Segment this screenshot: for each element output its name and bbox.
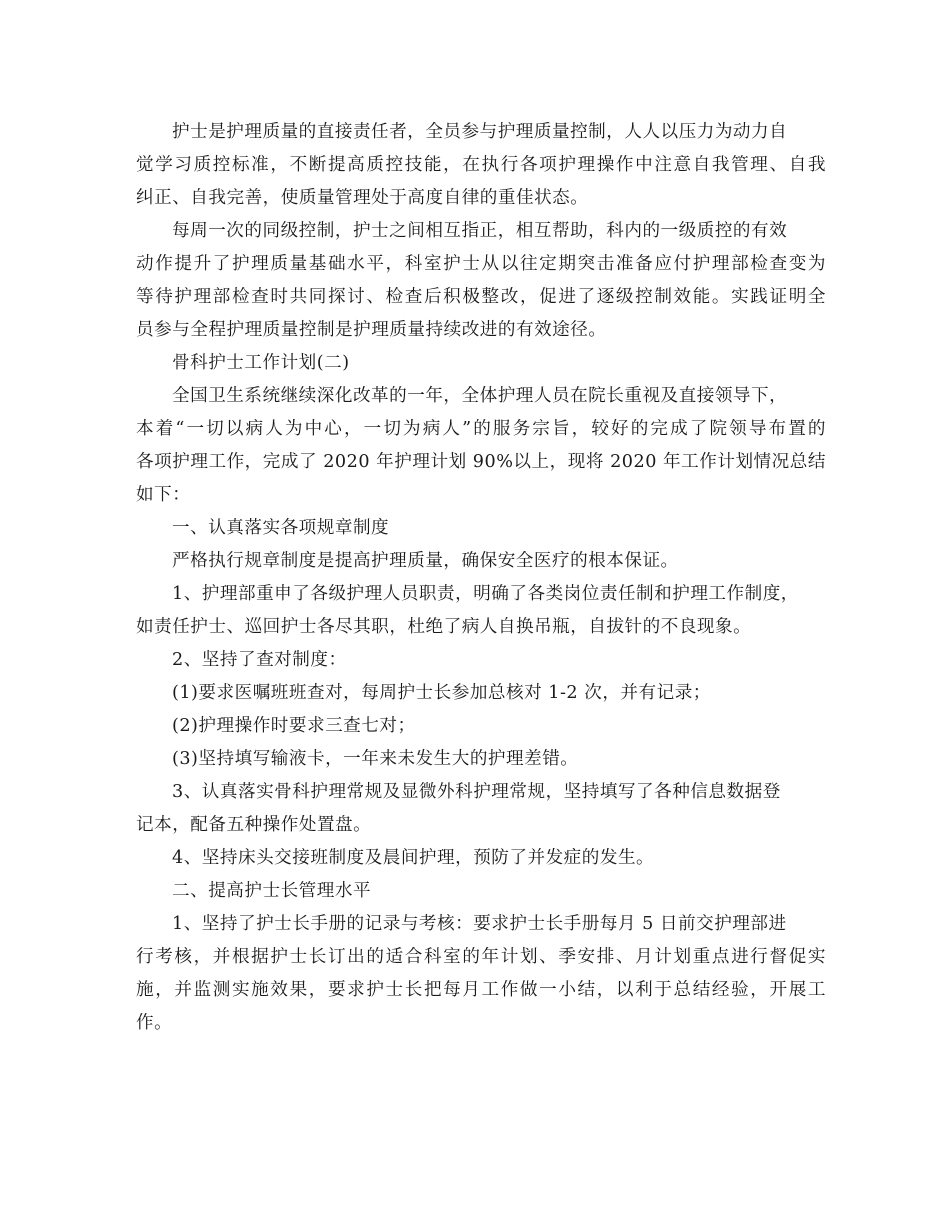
text-line: 行考核，并根据护士长订出的适合科室的年计划、季安排、月计划重点进行督促实 — [136, 947, 826, 967]
text-line: 3、认真落实骨科护理常规及显微外科护理常规，坚持填写了各种信息数据登 — [172, 782, 781, 802]
text-line: 2、坚持了查对制度： — [172, 650, 347, 670]
text-line: 各项护理工作，完成了 2020 年护理计划 90%以上，现将 2020 年工作计划情况总结 — [136, 452, 826, 472]
text-line: 4、坚持床头交接班制度及晨间护理，预防了并发症的发生。 — [172, 848, 655, 868]
text-line: 每周一次的同级控制，护士之间相互指正，相互帮助，科内的一级质控的有效 — [172, 221, 788, 241]
section-heading: 骨科护士工作计划(二) — [172, 353, 350, 373]
text-line: 如责任护士、巡回护士各尽其职，杜绝了病人自换吊瓶，自拔针的不良现象。 — [136, 617, 752, 637]
text-line: 纠正、自我完善，使质量管理处于高度自律的重佳状态。 — [136, 188, 589, 208]
text-line: 本着“一切以病人为中心，一切为病人”的服务宗旨，较好的完成了院领导布置的 — [136, 419, 826, 439]
text-line: 护士是护理质量的直接责任者，全员参与护理质量控制，人人以压力为动力自 — [172, 122, 788, 142]
text-line: (2)护理操作时要求三查七对； — [172, 716, 416, 736]
text-line: 严格执行规章制度是提高护理质量，确保安全医疗的根本保证。 — [172, 551, 679, 571]
text-line: 觉学习质控标准，不断提高质控技能，在执行各项护理操作中注意自我管理、自我 — [136, 155, 826, 175]
section-heading: 二、提高护士长管理水平 — [172, 881, 372, 901]
text-line: 1、护理部重申了各级护理人员职责，明确了各类岗位责任制和护理工作制度， — [172, 584, 799, 604]
section-heading: 一、认真落实各项规章制度 — [172, 518, 390, 538]
text-line: 如下： — [136, 485, 191, 505]
text-line: (1)要求医嘱班班查对，每周护士长参加总核对 1-2 次，并有记录； — [172, 683, 711, 703]
text-line: 记本，配备五种操作处置盘。 — [136, 815, 372, 835]
text-line: 动作提升了护理质量基础水平，科室护士从以往定期突击准备应付护理部检查变为 — [136, 254, 826, 274]
text-line: 等待护理部检查时共同探讨、检查后积极整改，促进了逐级控制效能。实践证明全 — [136, 287, 826, 307]
text-line: 员参与全程护理质量控制是护理质量持续改进的有效途径。 — [136, 320, 607, 340]
text-line: (3)坚持填写输液卡，一年来未发生大的护理差错。 — [172, 749, 579, 769]
text-line: 作。 — [136, 1013, 173, 1033]
text-line: 1、坚持了护士长手册的记录与考核：要求护士长手册每月 5 日前交护理部进 — [172, 914, 787, 934]
text-line: 全国卫生系统继续深化改革的一年，全体护理人员在院长重视及直接领导下， — [172, 386, 788, 406]
text-line: 施，并监测实施效果，要求护士长把每月工作做一小结，以利于总结经验，开展工 — [136, 980, 826, 1000]
